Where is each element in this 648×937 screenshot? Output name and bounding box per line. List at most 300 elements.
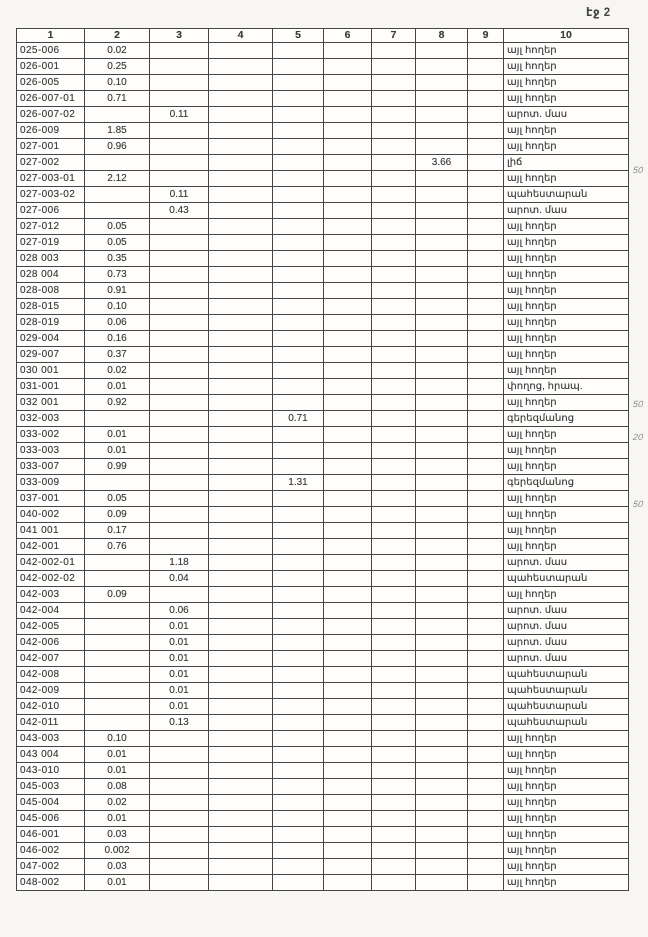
value-cell: [468, 299, 504, 315]
value-cell: [416, 571, 468, 587]
value-cell: [416, 171, 468, 187]
table-row: [17, 363, 629, 379]
value-cell: [150, 315, 209, 331]
value-cell: [85, 683, 150, 699]
parcel-code-cell: 042-008: [17, 667, 85, 683]
table-row: [17, 779, 629, 795]
value-cell: [209, 331, 273, 347]
value-cell: [468, 651, 504, 667]
table-row: [17, 763, 629, 779]
value-cell: [209, 283, 273, 299]
value-cell: [416, 699, 468, 715]
value-cell: [273, 123, 324, 139]
value-cell: [372, 715, 416, 731]
value-cell: [468, 523, 504, 539]
value-cell: [416, 523, 468, 539]
value-cell: [416, 459, 468, 475]
value-cell: [324, 139, 372, 155]
value-cell: [209, 59, 273, 75]
value-cell: [416, 203, 468, 219]
land-type-cell: այլ հողեր: [504, 43, 629, 59]
value-cell: [324, 507, 372, 523]
table-row: [17, 539, 629, 555]
value-cell: [209, 459, 273, 475]
value-cell: 0.01: [150, 635, 209, 651]
value-cell: 0.01: [150, 651, 209, 667]
value-cell: [209, 779, 273, 795]
parcel-code-cell: 028-015: [17, 299, 85, 315]
value-cell: [416, 107, 468, 123]
value-cell: [416, 539, 468, 555]
value-cell: 0.03: [85, 827, 150, 843]
value-cell: [273, 795, 324, 811]
land-type-cell: արոտ. մաս: [504, 603, 629, 619]
value-cell: [150, 843, 209, 859]
value-cell: [273, 683, 324, 699]
value-cell: [372, 651, 416, 667]
parcel-code-cell: 042-005: [17, 619, 85, 635]
value-cell: [468, 123, 504, 139]
value-cell: [468, 235, 504, 251]
value-cell: [416, 635, 468, 651]
land-type-cell: այլ հողեր: [504, 507, 629, 523]
table-row: [17, 107, 629, 123]
value-cell: [150, 747, 209, 763]
parcel-code-cell: 043 004: [17, 747, 85, 763]
parcel-code-cell: 031-001: [17, 379, 85, 395]
value-cell: [209, 683, 273, 699]
value-cell: [324, 571, 372, 587]
column-header-8: 8: [416, 29, 468, 43]
value-cell: [209, 363, 273, 379]
value-cell: [273, 299, 324, 315]
value-cell: [416, 347, 468, 363]
value-cell: [324, 107, 372, 123]
value-cell: [150, 731, 209, 747]
value-cell: [372, 811, 416, 827]
table-row: [17, 571, 629, 587]
parcel-code-cell: 042-010: [17, 699, 85, 715]
value-cell: [468, 635, 504, 651]
value-cell: [416, 491, 468, 507]
value-cell: [416, 331, 468, 347]
value-cell: [209, 203, 273, 219]
value-cell: [416, 555, 468, 571]
value-cell: [372, 187, 416, 203]
table-header-row: [17, 29, 629, 43]
value-cell: [468, 75, 504, 91]
value-cell: [209, 315, 273, 331]
table-row: [17, 139, 629, 155]
table-row: [17, 299, 629, 315]
value-cell: [273, 139, 324, 155]
parcel-code-cell: 027-001: [17, 139, 85, 155]
land-type-cell: այլ հողեր: [504, 267, 629, 283]
parcel-code-cell: 047-002: [17, 859, 85, 875]
parcel-code-cell: 027-003-01: [17, 171, 85, 187]
value-cell: [273, 715, 324, 731]
value-cell: [209, 843, 273, 859]
value-cell: [273, 603, 324, 619]
value-cell: [85, 635, 150, 651]
handwritten-margin-note: 50: [632, 165, 644, 176]
value-cell: [468, 411, 504, 427]
value-cell: [324, 603, 372, 619]
value-cell: [209, 187, 273, 203]
value-cell: [85, 187, 150, 203]
value-cell: 0.10: [85, 299, 150, 315]
land-type-cell: այլ հողեր: [504, 315, 629, 331]
value-cell: [273, 827, 324, 843]
land-type-cell: այլ հողեր: [504, 763, 629, 779]
value-cell: [273, 651, 324, 667]
value-cell: [209, 555, 273, 571]
value-cell: [468, 875, 504, 891]
value-cell: [150, 299, 209, 315]
value-cell: [416, 251, 468, 267]
parcel-code-cell: 042-009: [17, 683, 85, 699]
value-cell: [85, 619, 150, 635]
land-type-cell: այլ հողեր: [504, 747, 629, 763]
value-cell: [372, 363, 416, 379]
value-cell: [324, 59, 372, 75]
value-cell: [85, 475, 150, 491]
value-cell: [324, 283, 372, 299]
parcel-code-cell: 046-001: [17, 827, 85, 843]
value-cell: [416, 75, 468, 91]
value-cell: [416, 763, 468, 779]
value-cell: [468, 603, 504, 619]
parcel-code-cell: 045-003: [17, 779, 85, 795]
value-cell: [468, 459, 504, 475]
value-cell: [209, 827, 273, 843]
value-cell: [416, 427, 468, 443]
value-cell: [150, 795, 209, 811]
parcel-code-cell: 048-002: [17, 875, 85, 891]
value-cell: [273, 59, 324, 75]
value-cell: 0.25: [85, 59, 150, 75]
value-cell: [273, 811, 324, 827]
land-type-cell: պահեստարան: [504, 571, 629, 587]
value-cell: [209, 75, 273, 91]
value-cell: [324, 811, 372, 827]
value-cell: [209, 875, 273, 891]
value-cell: [372, 75, 416, 91]
table-row: [17, 187, 629, 203]
land-type-cell: լիճ: [504, 155, 629, 171]
value-cell: [372, 523, 416, 539]
value-cell: [468, 171, 504, 187]
value-cell: [324, 171, 372, 187]
value-cell: [372, 491, 416, 507]
land-type-cell: փողոց, հրապ.: [504, 379, 629, 395]
value-cell: [416, 139, 468, 155]
value-cell: [468, 571, 504, 587]
value-cell: 0.01: [85, 443, 150, 459]
table-row: [17, 235, 629, 251]
value-cell: [273, 875, 324, 891]
table-row: [17, 603, 629, 619]
value-cell: [416, 747, 468, 763]
value-cell: [324, 635, 372, 651]
value-cell: [324, 299, 372, 315]
value-cell: [416, 267, 468, 283]
land-type-cell: արոտ. մաս: [504, 651, 629, 667]
land-type-cell: այլ հողեր: [504, 171, 629, 187]
parcel-code-cell: 027-003-02: [17, 187, 85, 203]
table-row: [17, 251, 629, 267]
value-cell: [468, 555, 504, 571]
value-cell: [324, 827, 372, 843]
value-cell: [416, 507, 468, 523]
value-cell: [372, 235, 416, 251]
value-cell: [324, 123, 372, 139]
value-cell: 0.02: [85, 43, 150, 59]
value-cell: [273, 171, 324, 187]
value-cell: [324, 619, 372, 635]
value-cell: [416, 91, 468, 107]
land-type-cell: այլ հողեր: [504, 795, 629, 811]
value-cell: [273, 235, 324, 251]
land-type-cell: այլ հողեր: [504, 363, 629, 379]
column-header-3: 3: [150, 29, 209, 43]
value-cell: [468, 859, 504, 875]
value-cell: [150, 267, 209, 283]
value-cell: [416, 379, 468, 395]
value-cell: [468, 731, 504, 747]
value-cell: [209, 699, 273, 715]
value-cell: [416, 315, 468, 331]
land-type-cell: այլ հողեր: [504, 779, 629, 795]
table-row: [17, 475, 629, 491]
value-cell: [416, 219, 468, 235]
parcel-code-cell: 025-006: [17, 43, 85, 59]
value-cell: [324, 251, 372, 267]
value-cell: [468, 443, 504, 459]
value-cell: [273, 395, 324, 411]
table-row: [17, 587, 629, 603]
table-row: [17, 267, 629, 283]
value-cell: [372, 859, 416, 875]
value-cell: [150, 43, 209, 59]
value-cell: [150, 539, 209, 555]
value-cell: 0.01: [85, 747, 150, 763]
value-cell: [372, 587, 416, 603]
value-cell: [372, 619, 416, 635]
value-cell: [273, 187, 324, 203]
value-cell: 0.73: [85, 267, 150, 283]
value-cell: [273, 619, 324, 635]
value-cell: [324, 795, 372, 811]
value-cell: [324, 683, 372, 699]
value-cell: [209, 635, 273, 651]
value-cell: [468, 91, 504, 107]
parcel-code-cell: 029-004: [17, 331, 85, 347]
parcel-code-cell: 037-001: [17, 491, 85, 507]
value-cell: [273, 219, 324, 235]
value-cell: 0.11: [150, 107, 209, 123]
value-cell: [150, 283, 209, 299]
table-row: [17, 523, 629, 539]
value-cell: [372, 139, 416, 155]
value-cell: [209, 763, 273, 779]
parcel-code-cell: 033-003: [17, 443, 85, 459]
value-cell: 0.02: [85, 795, 150, 811]
value-cell: [209, 475, 273, 491]
value-cell: [372, 875, 416, 891]
value-cell: [372, 411, 416, 427]
value-cell: 0.04: [150, 571, 209, 587]
value-cell: [324, 43, 372, 59]
value-cell: [468, 107, 504, 123]
value-cell: [273, 571, 324, 587]
value-cell: [273, 155, 324, 171]
value-cell: [372, 219, 416, 235]
parcel-code-cell: 042-002-01: [17, 555, 85, 571]
table-row: [17, 91, 629, 107]
land-type-cell: արոտ. մաս: [504, 635, 629, 651]
value-cell: [273, 75, 324, 91]
value-cell: [416, 811, 468, 827]
value-cell: [324, 203, 372, 219]
value-cell: [273, 555, 324, 571]
value-cell: [324, 363, 372, 379]
value-cell: [324, 475, 372, 491]
value-cell: [468, 811, 504, 827]
value-cell: [372, 171, 416, 187]
value-cell: [273, 763, 324, 779]
value-cell: [324, 731, 372, 747]
value-cell: [468, 395, 504, 411]
parcel-code-cell: 046-002: [17, 843, 85, 859]
parcel-code-cell: 030 001: [17, 363, 85, 379]
value-cell: [372, 427, 416, 443]
page-number-label: էջ 2: [586, 7, 611, 19]
value-cell: [468, 667, 504, 683]
value-cell: 0.10: [85, 731, 150, 747]
table-row: [17, 795, 629, 811]
value-cell: [150, 763, 209, 779]
table-row: [17, 731, 629, 747]
value-cell: [273, 283, 324, 299]
value-cell: [209, 795, 273, 811]
value-cell: [324, 779, 372, 795]
land-type-cell: արոտ. մաս: [504, 555, 629, 571]
value-cell: [372, 123, 416, 139]
land-type-cell: պահեստարան: [504, 683, 629, 699]
value-cell: [209, 139, 273, 155]
value-cell: [372, 731, 416, 747]
land-type-cell: այլ հողեր: [504, 347, 629, 363]
value-cell: 0.91: [85, 283, 150, 299]
value-cell: [209, 91, 273, 107]
value-cell: [150, 827, 209, 843]
value-cell: 0.03: [85, 859, 150, 875]
value-cell: [372, 347, 416, 363]
value-cell: [324, 411, 372, 427]
value-cell: [273, 459, 324, 475]
handwritten-margin-note: 20: [632, 431, 644, 442]
value-cell: [324, 155, 372, 171]
value-cell: [468, 139, 504, 155]
value-cell: [209, 587, 273, 603]
value-cell: [372, 43, 416, 59]
value-cell: 0.08: [85, 779, 150, 795]
value-cell: [85, 667, 150, 683]
value-cell: [468, 699, 504, 715]
land-type-cell: այլ հողեր: [504, 443, 629, 459]
value-cell: [273, 587, 324, 603]
value-cell: [150, 411, 209, 427]
value-cell: [324, 667, 372, 683]
value-cell: [85, 107, 150, 123]
value-cell: [468, 187, 504, 203]
table-row: [17, 283, 629, 299]
value-cell: [150, 427, 209, 443]
land-type-cell: գերեզմանոց: [504, 411, 629, 427]
value-cell: 0.37: [85, 347, 150, 363]
value-cell: [150, 523, 209, 539]
value-cell: [150, 219, 209, 235]
value-cell: [150, 491, 209, 507]
value-cell: 0.43: [150, 203, 209, 219]
value-cell: [209, 747, 273, 763]
value-cell: 3.66: [416, 155, 468, 171]
land-type-cell: այլ հողեր: [504, 91, 629, 107]
parcel-code-cell: 027-012: [17, 219, 85, 235]
table-row: [17, 379, 629, 395]
parcel-code-cell: 043-003: [17, 731, 85, 747]
value-cell: [468, 331, 504, 347]
value-cell: [209, 651, 273, 667]
value-cell: [273, 91, 324, 107]
parcel-code-cell: 033-002: [17, 427, 85, 443]
value-cell: [273, 635, 324, 651]
value-cell: [416, 859, 468, 875]
land-type-cell: այլ հողեր: [504, 331, 629, 347]
value-cell: 0.76: [85, 539, 150, 555]
value-cell: [468, 763, 504, 779]
column-header-2: 2: [85, 29, 150, 43]
value-cell: [416, 715, 468, 731]
value-cell: [209, 267, 273, 283]
value-cell: [372, 443, 416, 459]
value-cell: [273, 203, 324, 219]
value-cell: [324, 427, 372, 443]
value-cell: [85, 155, 150, 171]
value-cell: [468, 283, 504, 299]
land-type-cell: այլ հողեր: [504, 875, 629, 891]
parcel-code-cell: 026-001: [17, 59, 85, 75]
value-cell: [372, 283, 416, 299]
value-cell: [273, 859, 324, 875]
value-cell: [273, 443, 324, 459]
value-cell: [150, 459, 209, 475]
value-cell: [468, 827, 504, 843]
value-cell: [85, 555, 150, 571]
value-cell: [416, 411, 468, 427]
land-type-cell: պահեստարան: [504, 667, 629, 683]
value-cell: 0.05: [85, 491, 150, 507]
land-type-cell: այլ հողեր: [504, 299, 629, 315]
value-cell: [273, 107, 324, 123]
value-cell: [416, 843, 468, 859]
value-cell: 0.10: [85, 75, 150, 91]
value-cell: [468, 539, 504, 555]
value-cell: [209, 491, 273, 507]
value-cell: [209, 443, 273, 459]
value-cell: [209, 811, 273, 827]
